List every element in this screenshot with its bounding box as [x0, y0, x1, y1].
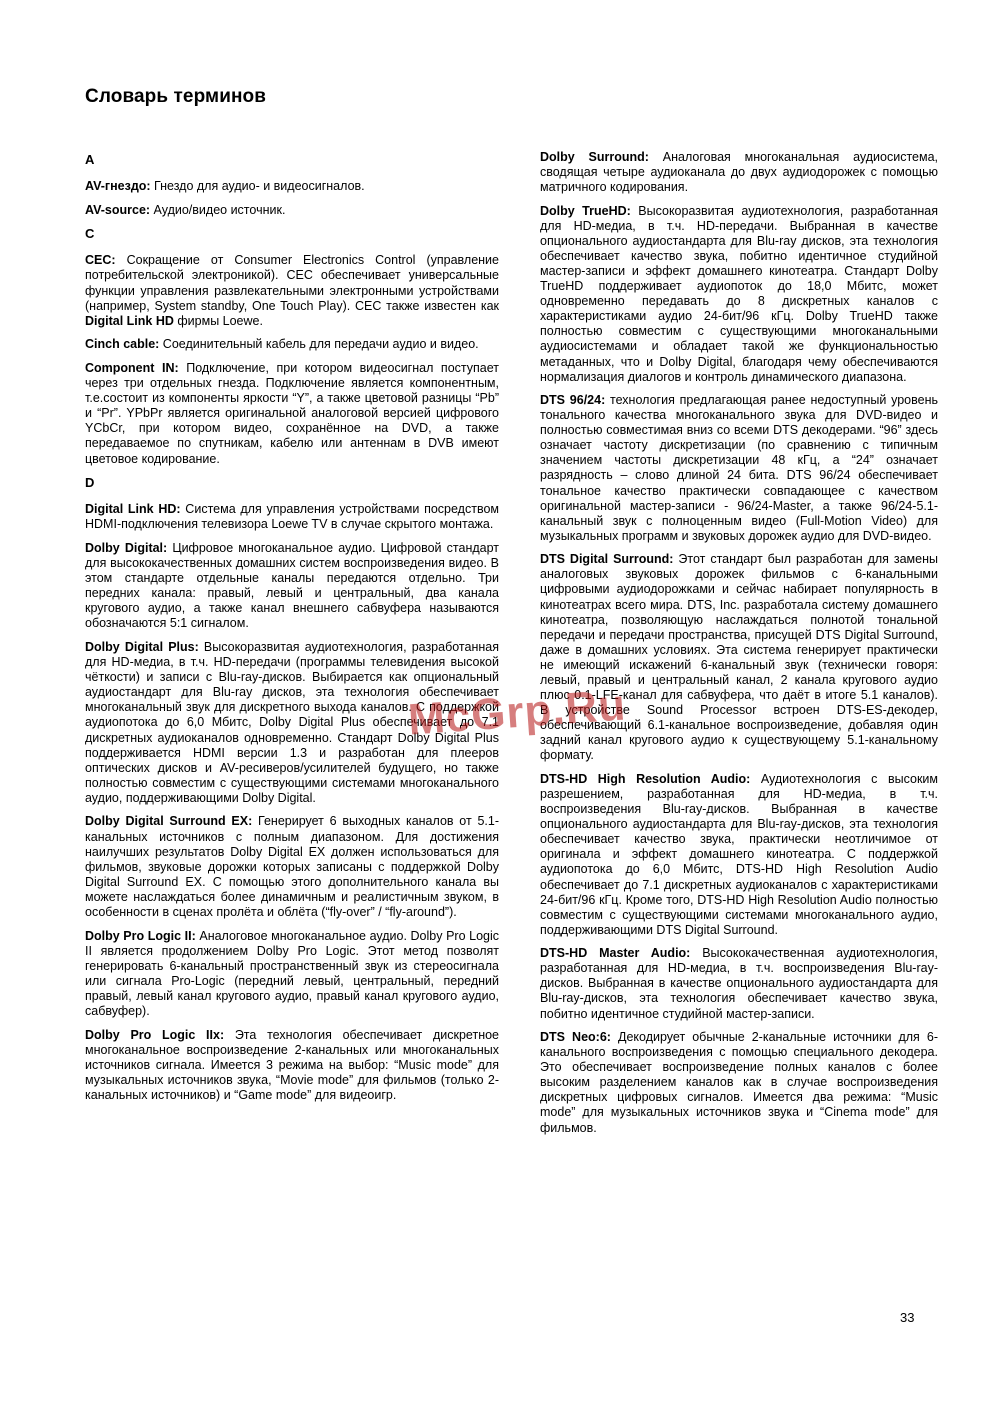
- glossary-term-inline: Digital Link HD: [85, 313, 174, 328]
- glossary-definition: Этот стандарт был разработан для замены аналоговых звуковых дорожек фильмов с 6-канальными цифровыми аудиодорожками и сейчас набирает популярность в кинотеатрах всего мира. DTS, Inc. разработала систему домашнего кинотеатра, позволяющую наслаждаться полнотой тональной передачи и передачи пространства, присущей DTS Digital Surround, даже в домашних условиях. Эта система генерирует практически не имеющий искажений 6-канальный звук (технически говоря: левый, правый и центральный канал, 2 канала кругового аудио плюс 0.1-LFE-канал для сабвуфера, что даёт в итоге 5.1 каналов). В устройстве Sound Processor встроен DTS-ES-декодер, обеспечивающий 6.1-канальное воспроизведение, добавляя один задний канал кругового аудио к существующему 5.1-канальному формату.: [540, 552, 938, 763]
- glossary-term: DTS-HD High Resolution Audio:: [540, 771, 751, 786]
- glossary-definition: Сокращение от Consumer Electronics Control (управление потребительской электроникой). CEC обеспечивает универсальные функции управления развлекательными электронными устройствами (например, System standby, One Touch Play). CEC также известен как: [85, 253, 499, 313]
- glossary-term: DTS Neo:6:: [540, 1029, 611, 1044]
- glossary-term: Dolby TrueHD:: [540, 203, 631, 218]
- glossary-term: DTS 96/24:: [540, 393, 606, 407]
- glossary-term: AV-гнездо:: [85, 179, 151, 194]
- glossary-term: Dolby Surround:: [540, 150, 649, 164]
- glossary-entry-cec: [85, 253, 499, 328]
- glossary-definition: Цифровое многоканальное аудио. Цифровой стандарт для высококачественных домашних систем воспроизведения видео. В этом стандарте отдельные каналы передаются отдельно. Три передних канала: правый, левый и центральный, два канала кругового аудио, а также канал внешнего сабвуфера называются обозначаются 5:1 сигналом.: [85, 540, 499, 631]
- glossary-term: Cinch cable:: [85, 337, 160, 352]
- glossary-entry-dts-neo6: [540, 1030, 938, 1136]
- glossary-term: DTS-HD Master Audio:: [540, 946, 691, 961]
- glossary-entry-dolby-digital: [85, 541, 499, 632]
- glossary-definition: технология предлагающая ранее недоступный уровень тонального качества многоканального звука для DVD-видео и полностью совместимая вниз со всеми DTS декодерами. “96” здесь означает частоту дискретизации (по сравнению с типичным значением частоты дискретизации 48 кГц, а “24” означает разрядность – слово длиной 24 бита. DTS 96/24 обеспечивает тональное качество практически совпадающее с качеством оригинальной мастер-записи - 96/24-Master, а также 96/24-5.1-канальный звук с полноценным видео (Full-Motion Video) для музыкальных программ и звуковых дорожек аудио для DVD-видео.: [540, 393, 938, 543]
- glossary-entry-dolby-digital-plus: [85, 640, 499, 806]
- glossary-entry-av-jack: [85, 179, 499, 194]
- watermark-logo: McGrp.Ru: [406, 680, 628, 745]
- glossary-term: Component IN:: [85, 360, 179, 375]
- glossary-entry-dolby-ex: [85, 814, 499, 920]
- glossary-definition: Декодирует обычные 2-канальные источники для 6-канального воспроизведения с помощью специального декодера. Это обеспечивает воспроизведение полных каналов с более высоким разделением каналов как в случае воспроизведения дискретных цифровых сигналов. Имеется два режима: “Music mode” для музыкальных источников звука и “Cinema mode” для фильмов.: [540, 1029, 938, 1135]
- glossary-definition: Гнездо для аудио- и видеосигналов.: [150, 179, 365, 194]
- glossary-definition: Аудиотехнология с высоким разрешением, разработанная для HD-медиа, в т.ч. воспроизведения Blu-ray-дисков. Выбранная в качестве опционального аудиостандарта для Blu-ray-дисков, эта технология обеспечивает качество звука, практически неотличимое от оригинала и эффект домашнего кинотеатра. С поддержкой аудиопотока до 6,0 Мбитс, DTS-HD High Resolution Audio обеспечивает до 7.1 дискретных аудиоканалов с характеристиками 24-бит/96 кГц. Кроме того, DTS-HD High Resolution Audio полностью совместим с существующими системами многоканального аудио, поддерживающими DTS Digital Surround.: [540, 771, 938, 937]
- glossary-column-right: [540, 150, 938, 1144]
- glossary-definition: Аудио/видео источник.: [150, 202, 286, 217]
- glossary-term: Dolby Pro Logic IIx:: [85, 1027, 225, 1042]
- glossary-definition: фирмы Loewe.: [173, 313, 263, 328]
- glossary-term: Dolby Digital Plus:: [85, 639, 199, 654]
- glossary-term: CEC:: [85, 253, 116, 268]
- section-letter-a: A: [85, 152, 95, 167]
- glossary-entry-digital-link: [85, 502, 499, 532]
- section-letter-c: C: [85, 226, 95, 242]
- page-title: Словарь терминов: [85, 86, 267, 107]
- glossary-entry-av-source: [85, 203, 499, 218]
- glossary-definition: Аналоговое многоканальное аудио. Dolby Pro Logic II является продолжением Dolby Pro Logic. Этот метод позволят генерировать 6-канальный пространственный звук из стереосигнала или сигнала Pro-Logic (передний левый, центральный, передний правый, левый канал кругового аудио, правый канал кругового аудио, сабвуфер).: [85, 928, 499, 1019]
- glossary-column-left: [85, 150, 499, 1112]
- glossary-entry-cinch: [85, 337, 499, 352]
- glossary-definition: Система для управления устройствами посредством HDMI-подключения телевизора Loewe TV в случае скрытого монтажа.: [85, 502, 499, 532]
- glossary-entry-component: [85, 361, 499, 467]
- glossary-definition: Высококачественная аудиотехнология, разработанная для HD-медиа, в т.ч. воспроизведения Blu-ray-дисков. Выбранная в качестве опционального аудиостандарта для Blu-ray-дисков, эта технология обеспечивает качество звука, побитно идентичное студийной мастер-записи.: [540, 946, 938, 1021]
- glossary-term: Dolby Digital Surround EX:: [85, 814, 253, 829]
- glossary-entry-dts-hd-high-resolution: [540, 772, 938, 938]
- glossary-definition: Соединительный кабель для передачи аудио и видео.: [159, 337, 479, 352]
- glossary-term: Digital Link HD:: [85, 502, 181, 517]
- glossary-entry-dts-96-24: [540, 393, 938, 544]
- glossary-term: DTS Digital Surround:: [540, 552, 674, 567]
- glossary-entry-dts-hd-master: [540, 946, 938, 1021]
- page-number: 33: [900, 1310, 915, 1325]
- glossary-term: AV-source:: [85, 202, 151, 217]
- glossary-definition: Высокоразвитая аудиотехнология, разработанная для HD-медиа, в т.ч. HD-передачи (программы телевидения высокой чёткости) и записи с Blu-ray-дисков. Выбирается как опциональный аудиостандарт для Blu-ray дисков, эта технология обеспечивает многоканальный звук для дискретного выхода каналов. С поддержкой аудиопотока до 6,0 Мбитс, Dolby Digital Plus обеспечивает до 7.1 дискретных аудиоканалов одновременно. Стандарт Dolby Digital Plus поддерживается HDMI версии 1.3 и разработан для плееров оптических дисков и AV-ресиверов/усилителей будущего, но также полностью совместим с существующими системами многоканального аудио, поддерживающими Dolby Digital.: [85, 639, 499, 805]
- glossary-entry-pro-logic-2: [85, 929, 499, 1020]
- section-letter-d: D: [85, 475, 95, 491]
- glossary-definition: Генерирует 6 выходных каналов от 5.1-канальных источников с полным диапазоном. Для достижения наилучших результатов Dolby Digital EX должен использоваться для фильмов, звуковые дорожки которых записаны с поддержкой Dolby Digital Surround EX. С помощью этого дополнительного канала вы можете наслаждаться более динамичным и реалистичным звуком, в особенности в сценах пролёта и облёта (“fly-over” / “fly-around”).: [85, 814, 499, 920]
- glossary-definition: Аналоговая многоканальная аудиосистема, сводящая четыре аудиоканала до двух аудиодорожек с помощью матричного кодирования.: [540, 150, 938, 195]
- glossary-entry-dts-digital-surround: [540, 552, 938, 763]
- glossary-definition: Подключение, при котором видеосигнал поступает через три отдельных гнезда. Подключение является компонентным, т.е.состоит из компоненты яркости “Y”, а также цветовой разницы “Pb” и “Pr”. YPbPr является оригинальной аналоговой версией цифрового YCbCr, при котором видео, сохранённое на DVD, а также передаваемое по спутникам, кабелю или антеннам в DVB имеют цветовое кодирование.: [85, 360, 499, 466]
- glossary-definition: Эта технология обеспечивает дискретное многоканальное воспроизведение 2-канальных или многоканальных источников сигнала. Имеется 3 режима на выбор: “Music mode” для музыкальных источников звука, “Movie mode” для фильмов (только 2-канальных источников) и “Game mode” для видеоигр.: [85, 1027, 499, 1103]
- glossary-definition: Высокоразвитая аудиотехнология, разработанная для HD-медиа, в т.ч. HD-передачи. Выбранная в качестве опционального аудиостандарта для Blu-ray дисков, эта технология обеспечивает качество звука, побитно идентичное студийной мастер-записи и эффект домашнего кинотеатра. Стандарт Dolby TrueHD поддерживает аудиопоток до 18,0 Мбитс, может одновременно передавать до 8 дискретных каналов с характеристиками аудио 24-бит/96 кГц. Dolby TrueHD также полностью совместим с существующими многоканальными аудиосистемами и обладает такой же функциональностью метаданных, что и Dolby Digital, благодаря чему обеспечиваются нормализация диалогов и контроль динамического диапазона.: [540, 203, 939, 384]
- glossary-entry-dolby-surround: [540, 150, 938, 195]
- glossary-term: Dolby Pro Logic II:: [85, 928, 196, 943]
- glossary-entry-truehd: [540, 204, 938, 385]
- glossary-term: Dolby Digital:: [85, 540, 168, 555]
- glossary-entry-pro-logic-2x: [85, 1028, 499, 1103]
